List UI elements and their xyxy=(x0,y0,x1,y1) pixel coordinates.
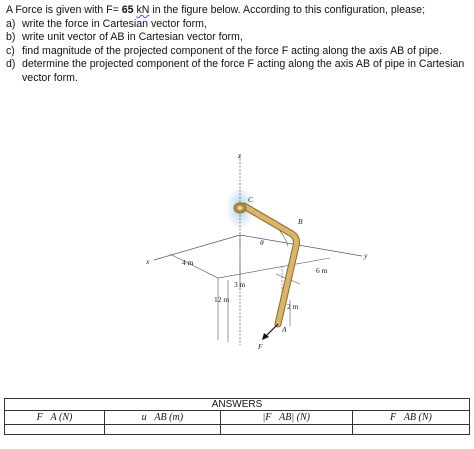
task-item xyxy=(6,31,468,45)
problem-statement xyxy=(6,4,468,86)
floor-outline xyxy=(170,254,330,278)
task-item xyxy=(6,45,468,59)
point-c-label: C xyxy=(248,195,254,204)
pipe-diagram xyxy=(140,150,380,350)
x-axis-label: x xyxy=(146,257,150,266)
answers-title: ANSWERS xyxy=(5,399,470,411)
task-text: write unit vector of AB in Cartesian vector form, xyxy=(22,31,243,44)
intro-text-end: in the figure below. According to this configuration, please; xyxy=(149,4,426,16)
force-label: F xyxy=(258,342,263,350)
task-list xyxy=(6,18,468,86)
force-unit: kN xyxy=(136,4,150,16)
task-label: d) xyxy=(6,58,16,71)
dim-4m-label: 4 m xyxy=(182,258,194,267)
z-axis-label: z xyxy=(238,151,241,160)
angle-label: θ xyxy=(260,238,264,247)
answers-input-row xyxy=(5,425,470,435)
force-value: 65 xyxy=(121,4,134,16)
answer-cell-magnitude[interactable] xyxy=(220,425,352,435)
y-axis-line xyxy=(240,235,362,256)
intro-text: A Force is given with F= xyxy=(6,4,122,16)
dim-6m-label: 6 m xyxy=(316,266,328,275)
column-projection-vector: F⃗AB (N) xyxy=(352,411,469,425)
answer-cell-force-a[interactable] xyxy=(5,425,105,435)
y-axis-label: y xyxy=(364,251,368,260)
task-label: a) xyxy=(6,17,16,30)
support-c-hole xyxy=(238,206,243,210)
column-unit-vector-ab: u⃗AB (m) xyxy=(105,411,221,425)
force-arrow-line xyxy=(266,324,278,336)
dim-3m-label: 3 m xyxy=(234,280,246,289)
task-text: find magnitude of the projected component of the force F acting along the axis AB of pipe. xyxy=(22,44,442,57)
task-item xyxy=(6,58,468,85)
point-b-label: B xyxy=(298,217,303,226)
column-projection-magnitude: |F⃗AB| (N) xyxy=(220,411,352,425)
pipe-figure xyxy=(140,150,380,350)
task-text: write the force in Cartesian vector form, xyxy=(22,17,207,30)
column-force-a: F⃗A (N) xyxy=(5,411,105,425)
answers-header-row xyxy=(5,399,470,411)
task-item xyxy=(6,18,468,32)
answer-cell-projection[interactable] xyxy=(352,425,469,435)
task-text: determine the projected component of the force F acting along the axis AB of pipe in Cartesian vector form. xyxy=(22,58,465,84)
dim-12m-label: 12 m xyxy=(214,295,230,304)
task-label: c) xyxy=(6,44,15,57)
point-a-label: A xyxy=(282,325,287,334)
task-label: b) xyxy=(6,31,16,44)
answers-table xyxy=(4,398,470,435)
dim-2m-label: 2 m xyxy=(287,302,299,311)
answers-column-row xyxy=(5,411,470,425)
answer-cell-unit-vector[interactable] xyxy=(105,425,221,435)
x-axis-line xyxy=(154,235,240,260)
problem-intro xyxy=(6,4,468,18)
